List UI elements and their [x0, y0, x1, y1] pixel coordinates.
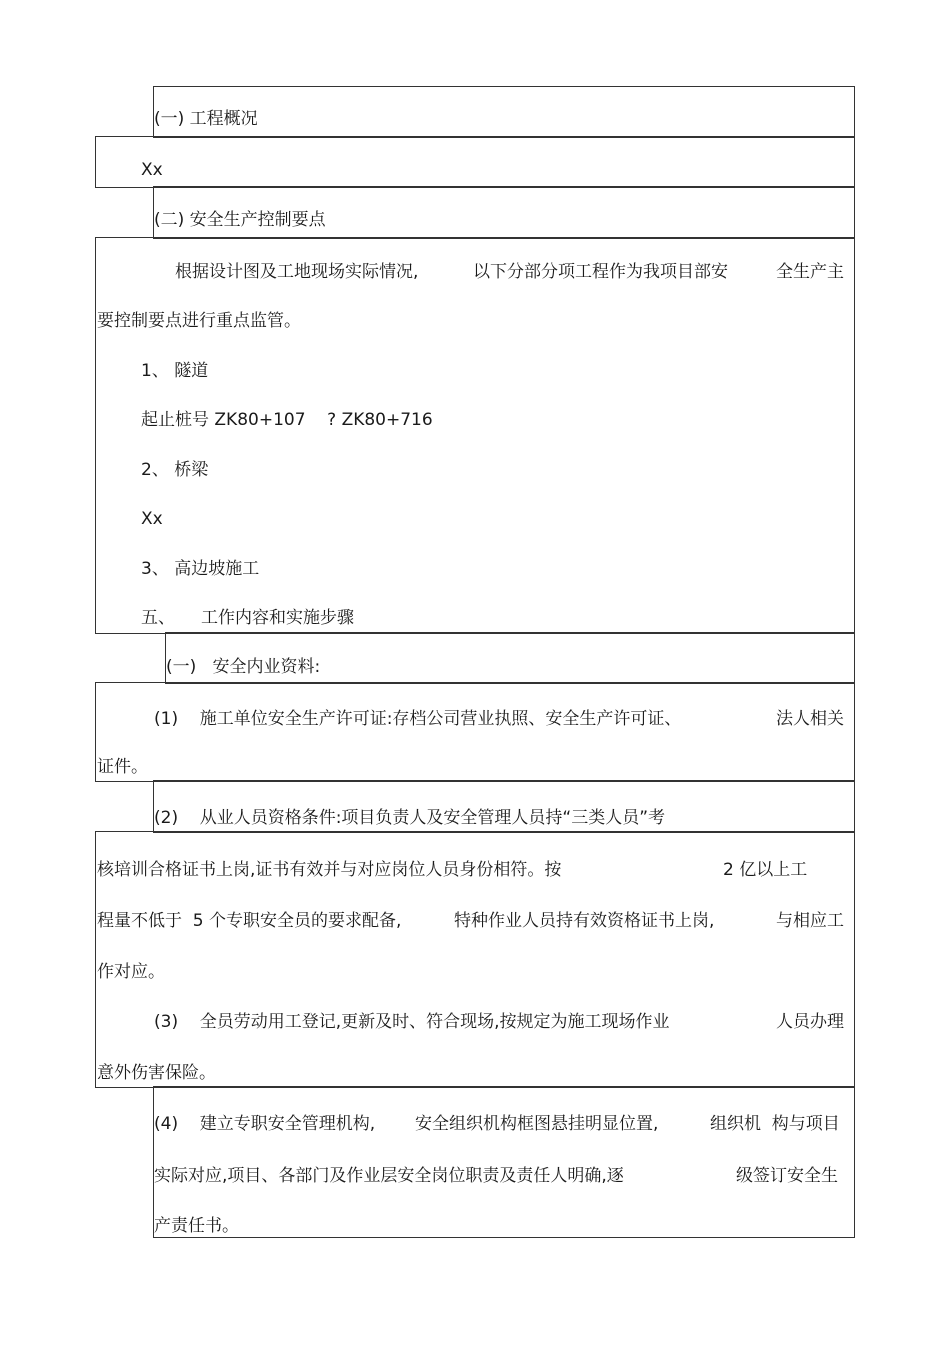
tunnel-item-title: 1、 隧道	[141, 361, 209, 381]
row-box-item1	[95, 682, 855, 782]
section2-paragraph-line1c: 全生产主	[776, 262, 844, 282]
section2-paragraph-line2: 要控制要点进行重点监管。	[97, 311, 301, 331]
section2-paragraph-line1a: 根据设计图及工地现场实际情况,	[175, 262, 419, 282]
section1-content: Xx	[141, 160, 163, 180]
sub1-heading: (一) 安全内业资料:	[166, 657, 321, 677]
item2-line3c: 与相应工	[776, 911, 844, 931]
item2-line1: (2) 从业人员资格条件:项目负责人及安全管理人员持“三类人员”考	[154, 808, 666, 828]
item4-line1b: 安全组织机构框图悬挂明显位置,	[415, 1114, 659, 1134]
bridge-item-title: 2、 桥梁	[141, 460, 209, 480]
item2-line2b: 2 亿以上工	[723, 860, 808, 880]
item2-line3a: 程量不低于 5 个专职安全员的要求配备,	[97, 911, 402, 931]
item2-line4: 作对应。	[97, 962, 165, 982]
item1-line2: 证件。	[97, 757, 148, 777]
item4-line1a: (4) 建立专职安全管理机构,	[154, 1114, 376, 1134]
section5-heading-number: 五、	[141, 608, 175, 628]
item3-line1b: 人员办理	[776, 1012, 844, 1032]
item1-line1b: 法人相关	[776, 709, 844, 729]
section2-paragraph-line1b: 以下分部分项工程作为我项目部安	[473, 262, 728, 282]
item2-line2a: 核培训合格证书上岗,证书有效并与对应岗位人员身份相符。按	[97, 860, 562, 880]
slope-item-title: 3、 高边坡施工	[141, 559, 260, 579]
bridge-item-detail: Xx	[141, 509, 163, 529]
item4-line1c: 组织机 构与项目	[710, 1114, 840, 1134]
item3-line2: 意外伤害保险。	[97, 1063, 216, 1083]
item4-line3: 产责任书。	[154, 1216, 239, 1236]
section1-heading: (一) 工程概况	[154, 109, 258, 129]
row-box-item4	[153, 1086, 855, 1238]
item4-line2b: 级签订安全生	[736, 1166, 838, 1186]
section5-heading-text: 工作内容和实施步骤	[201, 608, 354, 628]
item2-line3b: 特种作业人员持有效资格证书上岗,	[454, 911, 715, 931]
tunnel-item-detail: 起止桩号 ZK80+107 ? ZK80+716	[141, 410, 433, 430]
item4-line2a: 实际对应,项目、各部门及作业层安全岗位职责及责任人明确,逐	[154, 1166, 624, 1186]
row-box-section1-content	[95, 136, 855, 188]
section2-heading: (二) 安全生产控制要点	[154, 210, 326, 230]
item1-line1a: (1) 施工单位安全生产许可证:存档公司营业执照、安全生产许可证、	[154, 709, 682, 729]
row-box-section1-heading	[153, 86, 855, 138]
item3-line1a: (3) 全员劳动用工登记,更新及时、符合现场,按规定为施工现场作业	[154, 1012, 670, 1032]
